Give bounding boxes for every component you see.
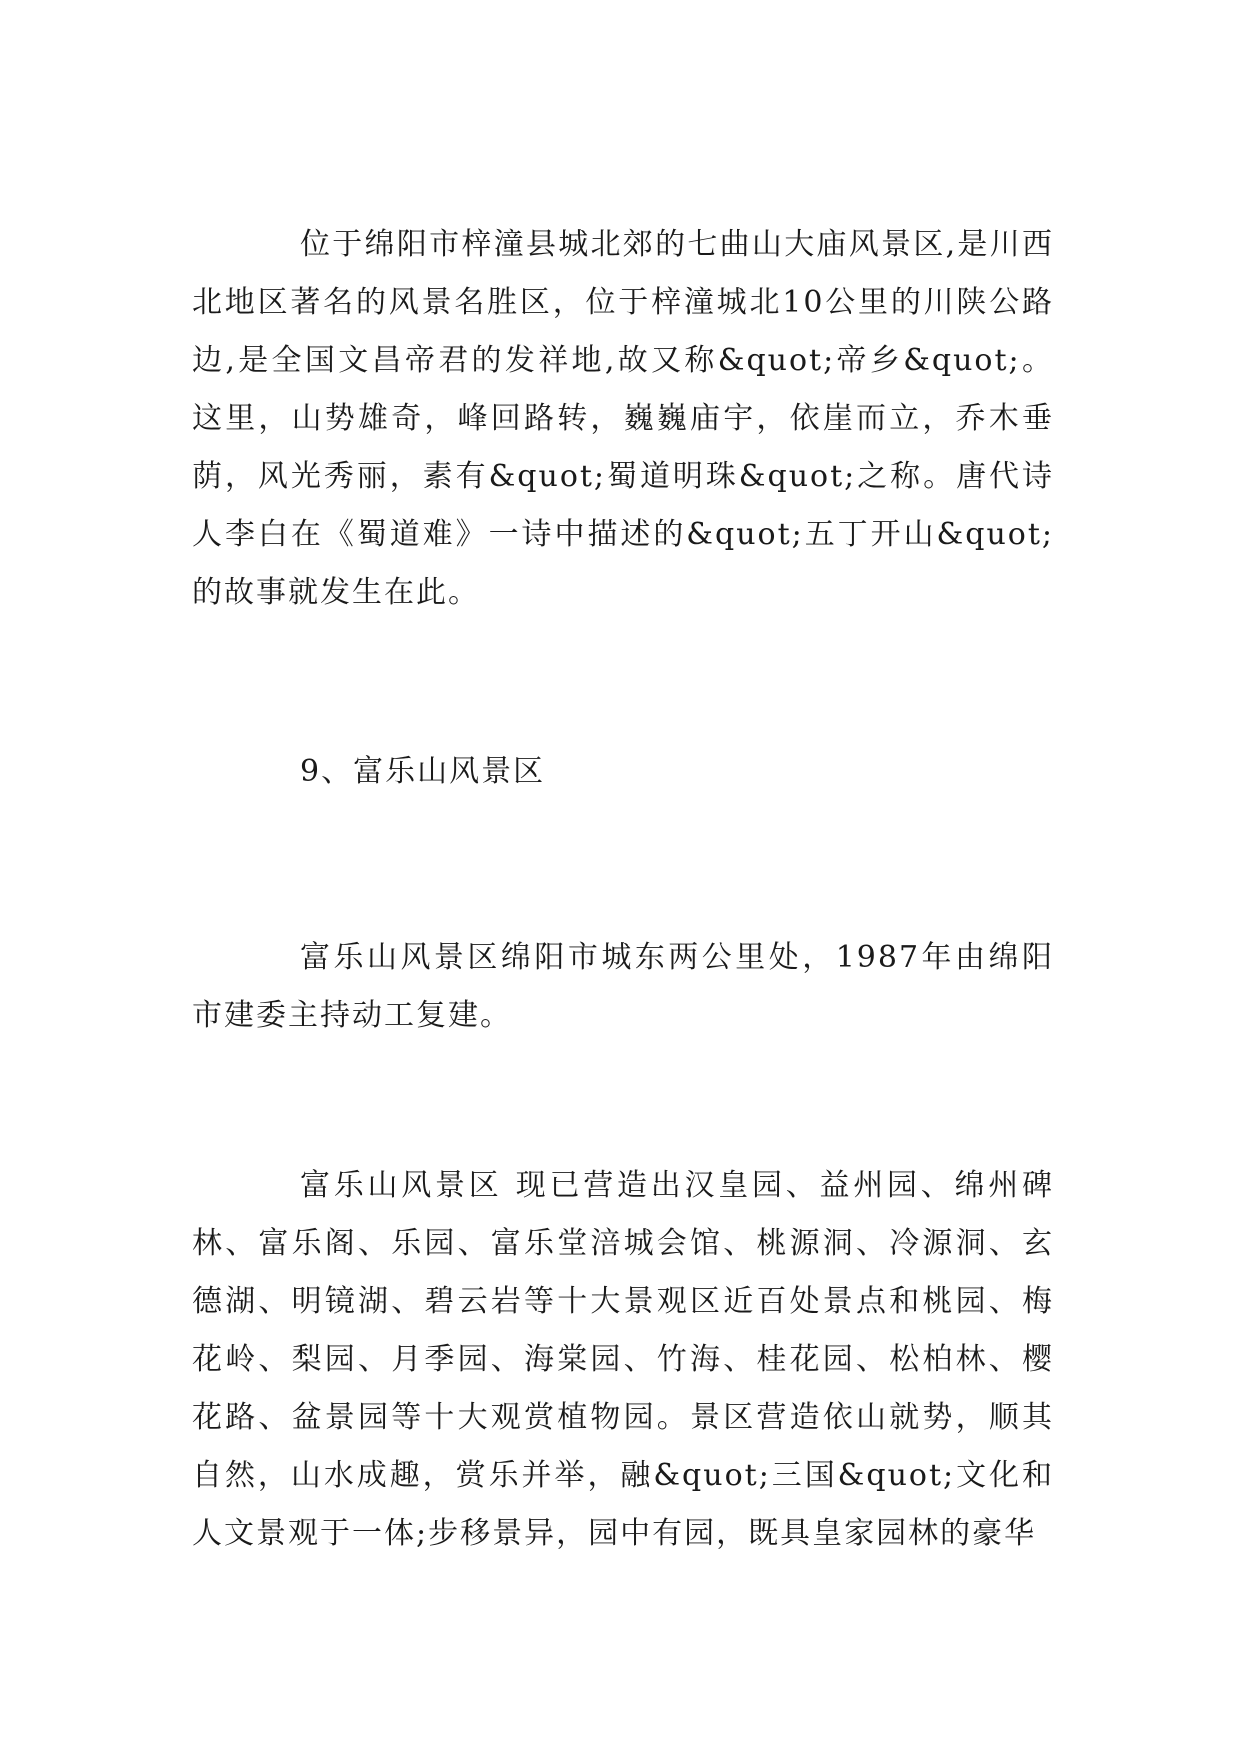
paragraph-fuleshan-location: 富乐山风景区绵阳市城东两公里处，1987年由绵阳市建委主持动工复建。 — [192, 940, 1054, 1033]
paragraph-qiqushan-scenic-area: 位于绵阳市梓潼县城北郊的七曲山大庙风景区,是川西北地区著名的风景名胜区，位于梓潼城北10公里的川陕公路边,是全国文昌帝君的发祥地,故又称&quot;帝乡&quot;。这里，山势雄奇，峰回路转，巍巍庙宇，依崖而立，乔木垂荫，风光秀丽，素有&quot;蜀道明珠&quot;之称。唐代诗人李白在《蜀道难》一诗中描述的&quot;五丁开山&quot;的故事就发生在此。 — [192, 227, 1054, 610]
paragraph-fuleshan-attractions: 富乐山风景区 现已营造出汉皇园、益州园、绵州碑林、富乐阁、乐园、富乐堂涪城会馆、桃源洞、冷源洞、玄德湖、明镜湖、碧云岩等十大景观区近百处景点和桃园、梅花岭、梨园、月季园、海棠园、竹海、桂花园、松柏林、樱花路、盆景园等十大观赏植物园。景区营造依山就势，顺其自然，山水成趣，赏乐并举，融&quot;三国&quot;文化和人文景观于一体;步移景异，园中有园，既具皇家园林的豪华 — [192, 1168, 1054, 1551]
section-heading-fulegshan: 9、富乐山风景区 — [300, 754, 546, 789]
